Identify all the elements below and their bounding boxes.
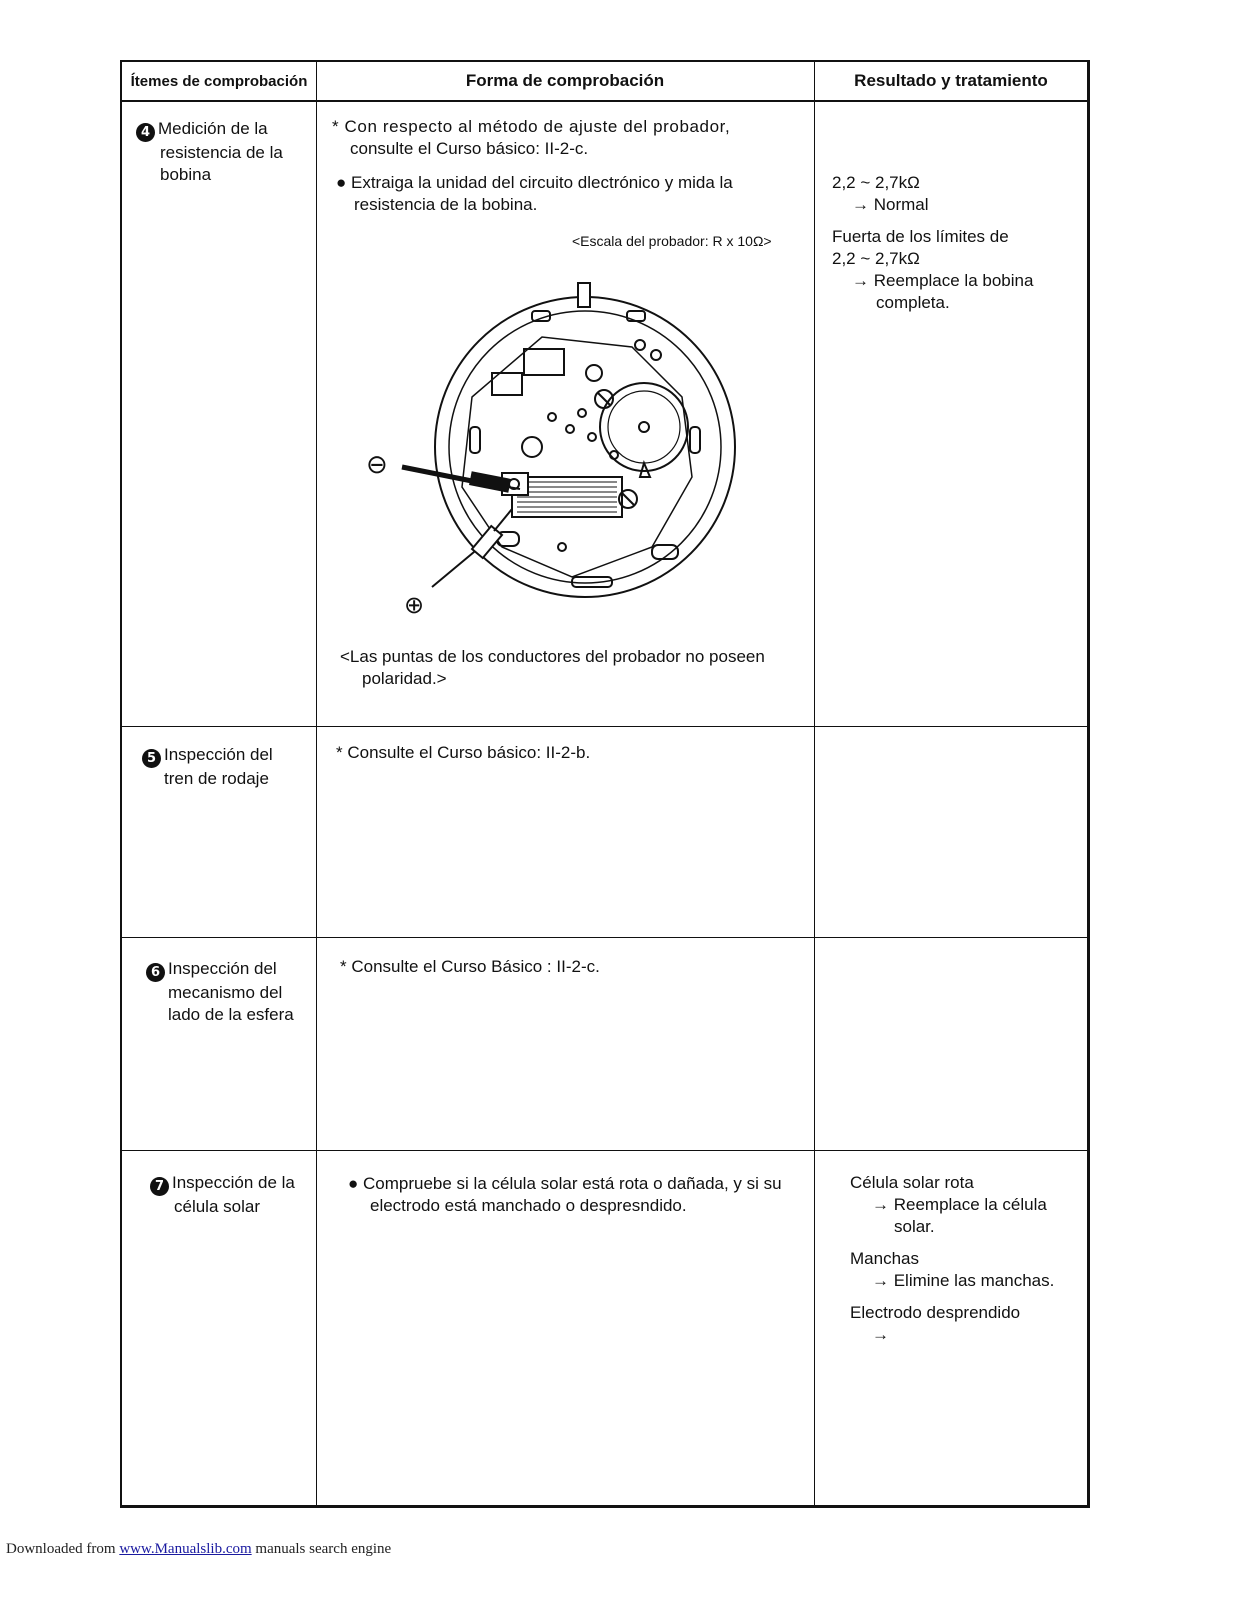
row-divider-2 [122,937,1087,938]
step-number-badge: 5 [142,749,161,768]
row-divider-1 [122,726,1087,727]
tester-scale: <Escala del probador: R x 10Ω> [572,233,772,249]
step-number-badge: 7 [150,1177,169,1196]
polarity-note: <Las puntas de los conductores del probador no poseen polaridad.> [340,647,765,688]
method-bullet: ● Compruebe si la célula solar está rota o dañada, y si su electrodo está manchado o despresndido. [348,1174,782,1215]
manualslib-link[interactable]: www.Manualslib.com [119,1541,252,1557]
item-cell: 6 Inspección del mecanismo del lado de la esfera [146,958,294,1026]
column-divider-2 [814,62,815,1505]
column-divider-1 [316,62,317,1505]
watch-movement-illustration [352,277,742,617]
plus-probe-lead [432,509,512,587]
header-method: Forma de comprobación [316,62,814,102]
item-cell: 7 Inspección de la célula solar [150,1172,295,1218]
plus-probe-symbol: ⊕ [404,591,425,617]
result-cell: 2,2 ~ 2,7kΩ → Normal Fuerta de los límites de 2,2 ~ 2,7kΩ → Reemplace la bobina completa. [832,173,1034,312]
result-cell: Célula solar rota → Reemplace la célula solar. Manchas → Elimine las manchas. Electrodo desprendido → [850,1173,1055,1344]
method-note: * Consulte el Curso básico: II-2-b. [336,743,591,762]
inspection-table [120,60,1090,1508]
minus-probe-symbol: ⊖ [366,450,388,480]
method-note: * Con respecto al método de ajuste del probador, consulte el Curso básico: II-2-c. [332,117,731,158]
step-number-badge: 6 [146,963,165,982]
step-number-badge: 4 [136,123,155,142]
winding-stem [578,283,590,307]
method-note: * Consulte el Curso Básico : II-2-c. [340,957,600,976]
header-items: Ítemes de comprobación [122,62,316,102]
download-footer: Downloaded from www.Manualslib.com manuals search engine [6,1541,392,1557]
minus-probe-lead [402,467,520,493]
header-divider [122,100,1087,102]
item-cell: 4 Medición de la resistencia de la bobina [136,118,283,186]
method-bullet: ● Extraiga la unidad del circuito dlectrónico y mida la resistencia de la bobina. [336,173,733,214]
row-divider-3 [122,1150,1087,1151]
item-cell: 5 Inspección del tren de rodaje [142,744,273,790]
header-result: Resultado y tratamiento [814,62,1088,102]
